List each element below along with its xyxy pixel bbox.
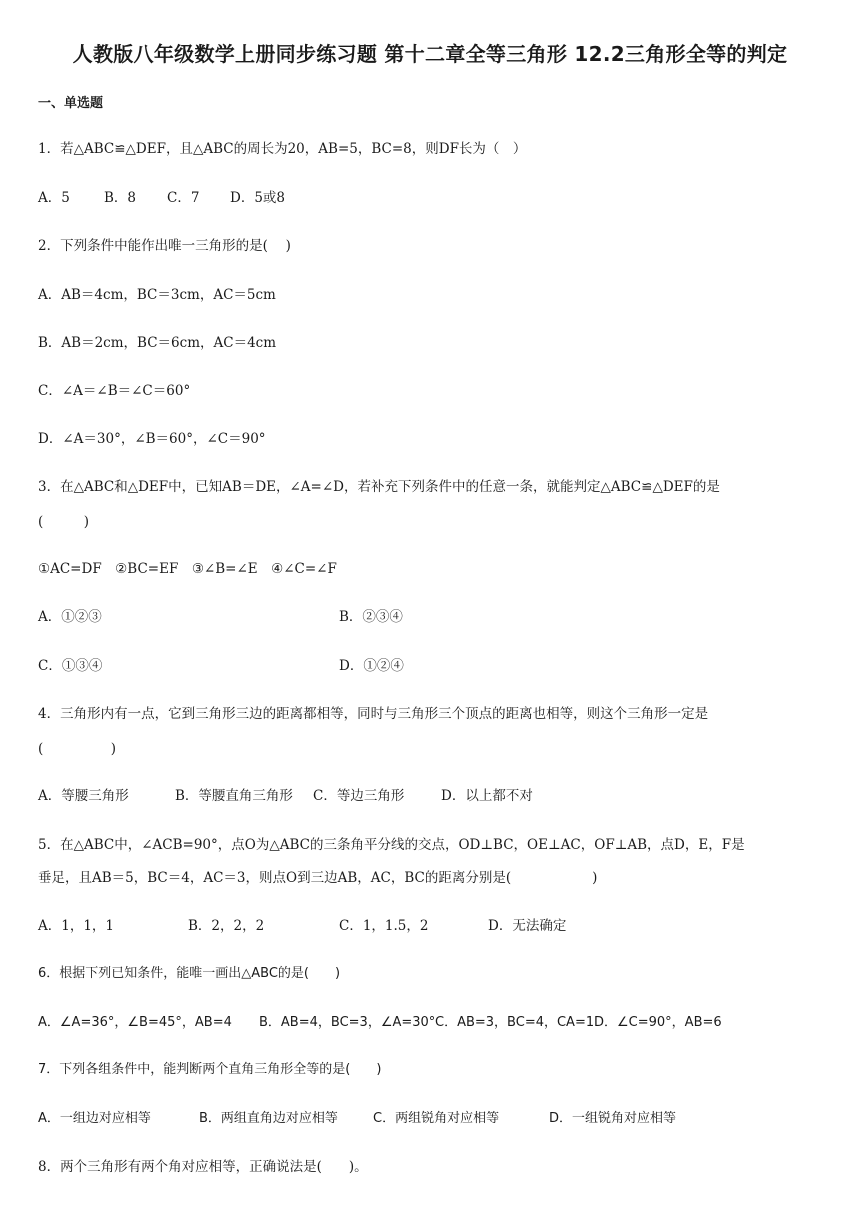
q4-option-a[interactable]: A．等腰三角形 — [38, 788, 129, 804]
q4-option-c[interactable]: C．等边三角形 — [313, 788, 405, 804]
question-4-stem: 4．三角形内有一点，它到三角形三边的距离都相等，同时与三角形三个顶点的距离也相等，则这个三角形一定是 — [38, 706, 709, 722]
page-title: 人教版八年级数学上册同步练习题 第十二章全等三角形 12.2三角形全等的判定 — [72, 42, 788, 66]
q7-option-b[interactable]: B．两组直角边对应相等 — [199, 1111, 338, 1126]
question-4-options — [38, 784, 533, 804]
q3-option-b[interactable]: B．②③④ — [339, 609, 403, 625]
q1-option-b[interactable]: B．8 — [104, 190, 137, 206]
question-3-conditions: ①AC=DF ②BC=EF ③∠B=∠E ④∠C=∠F — [38, 561, 337, 577]
q5-option-a[interactable]: A．1，1，1 — [38, 918, 115, 934]
q6-option-c[interactable]: C．AB=3，BC=4，CA=1 — [435, 1015, 595, 1030]
q5-option-b[interactable]: B．2，2，2 — [188, 918, 265, 934]
question-6-options — [38, 1011, 722, 1030]
question-4-stem-blank: ( ) — [38, 741, 117, 757]
q1-option-c[interactable]: C．7 — [167, 190, 200, 206]
q6-option-a[interactable]: A．∠A=36°，∠B=45°，AB=4 — [38, 1015, 232, 1030]
q3-option-c[interactable]: C．①③④ — [38, 658, 103, 674]
q1-option-d[interactable]: D．5或8 — [230, 190, 286, 206]
question-6-stem: 6．根据下列已知条件，能唯一画出△ABC的是( ) — [38, 966, 341, 981]
q3-option-a[interactable]: A．①②③ — [38, 609, 102, 625]
q1-option-a[interactable]: A．5 — [38, 190, 70, 206]
question-5-stem: 5．在△ABC中，∠ACB=90°，点O为△ABC的三条角平分线的交点，OD⊥BC，OE⊥AC，OF⊥AB，点D，E，F是 — [38, 837, 745, 853]
q2-option-d[interactable]: D．∠A＝30°，∠B＝60°，∠C＝90° — [38, 431, 266, 447]
q5-option-c[interactable]: C．1，1.5，2 — [339, 918, 429, 934]
question-7-options — [38, 1107, 676, 1126]
section-heading: 一、单选题 — [38, 96, 104, 111]
question-5-options — [38, 914, 566, 934]
q7-option-c[interactable]: C．两组锐角对应相等 — [373, 1111, 500, 1126]
q4-option-b[interactable]: B．等腰直角三角形 — [175, 788, 293, 804]
q2-option-c[interactable]: C．∠A＝∠B＝∠C＝60° — [38, 383, 191, 399]
q5-option-d[interactable]: D．无法确定 — [488, 918, 567, 934]
q6-option-b[interactable]: B．AB=4，BC=3，∠A=30° — [259, 1015, 436, 1030]
question-1-options — [38, 186, 285, 206]
q2-option-a[interactable]: A．AB＝4cm，BC＝3cm，AC＝5cm — [38, 287, 276, 303]
q3-option-d[interactable]: D．①②④ — [339, 658, 404, 674]
question-2-stem: 2．下列条件中能作出唯一三角形的是( ) — [38, 238, 291, 254]
q7-option-a[interactable]: A．一组边对应相等 — [38, 1111, 151, 1126]
q7-option-d[interactable]: D．一组锐角对应相等 — [549, 1111, 677, 1126]
question-1-stem: 1．若△ABC≌△DEF，且△ABC的周长为20，AB=5，BC=8，则DF长为（ ） — [38, 141, 527, 157]
question-7-stem: 7．下列各组条件中，能判断两个直角三角形全等的是( ) — [38, 1062, 382, 1077]
question-3-stem-blank: ( ) — [38, 514, 90, 530]
question-8-stem: 8．两个三角形有两个角对应相等，正确说法是( )。 — [38, 1159, 368, 1175]
question-3-stem: 3．在△ABC和△DEF中，已知AB＝DE，∠A=∠D，若补充下列条件中的任意一条，就能判定△ABC≌△DEF的是 — [38, 479, 720, 495]
question-5-stem-cont: 垂足，且AB＝5，BC＝4，AC＝3，则点O到三边AB，AC，BC的距离分别是( ) — [38, 870, 598, 886]
q6-option-d[interactable]: D．∠C=90°，AB=6 — [594, 1015, 722, 1030]
q2-option-b[interactable]: B．AB＝2cm，BC＝6cm，AC＝4cm — [38, 335, 277, 351]
q4-option-d[interactable]: D．以上都不对 — [441, 788, 533, 804]
